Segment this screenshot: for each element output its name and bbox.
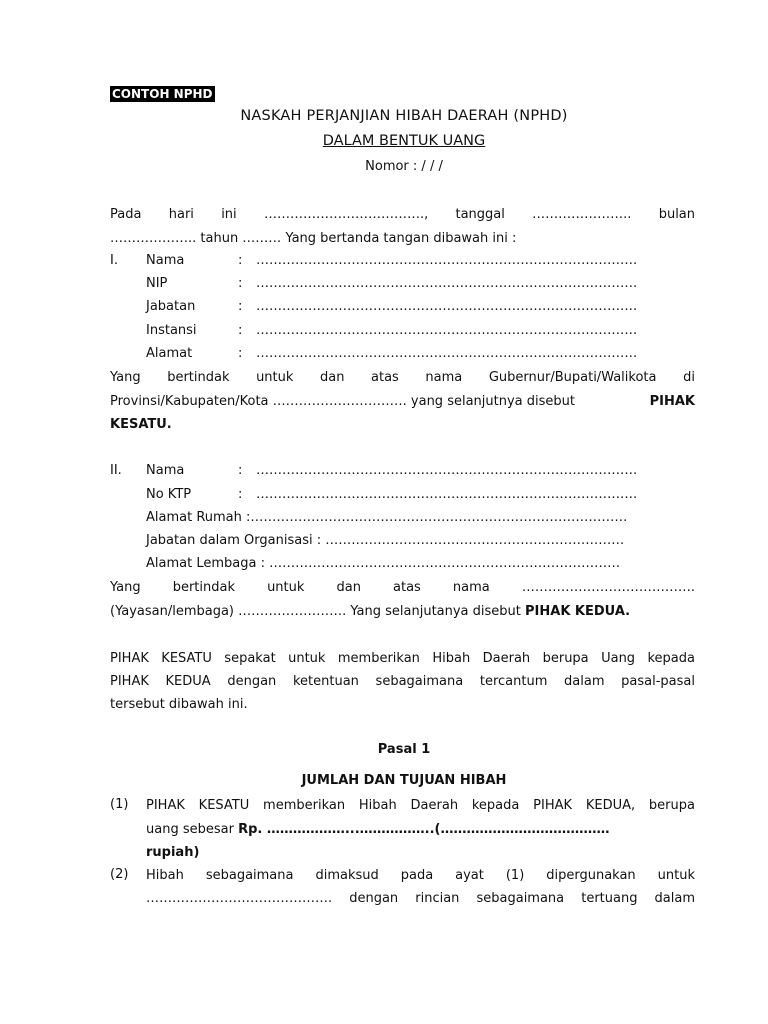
document-subtitle: DALAM BENTUK UANG (322, 133, 486, 149)
party2-field-label: Nama (146, 463, 185, 478)
party2-field-value: ……………………………………………………………………………. (256, 487, 638, 502)
party2-alamat-rumah: Alamat Rumah :…………………………………………………………………………… (146, 510, 628, 525)
party2-field-value: ……………………………………………………………………………. (256, 463, 638, 478)
pasal-heading: Pasal 1 (377, 742, 431, 757)
agreement-line-2: PIHAK KEDUA dengan ketentuan sebagaimana tercantum dalam pasal-pasal (110, 674, 695, 689)
agreement-line-3: tersebut dibawah ini. (110, 697, 248, 712)
pasal-item-number: (2) (110, 867, 129, 882)
intro-line-2: ……………….. tahun ……… Yang bertanda tangan dibawah ini : (110, 231, 517, 246)
party1-field-colon: : (238, 346, 243, 361)
party1-field-label: NIP (146, 276, 168, 291)
party2-field-label: No KTP (146, 487, 192, 502)
pasal-subheading: JUMLAH DAN TUJUAN HIBAH (301, 773, 507, 788)
party2-jabatan-organisasi: Jabatan dalam Organisasi : …………………………………………………………… (146, 533, 625, 548)
party1-field-label: Nama (146, 253, 185, 268)
party1-field-value: ……………………………………………………………………………. (256, 346, 638, 361)
party2-statement-line-2: (Yayasan/lembaga) ……………………. Yang selanjutanya disebut PIHAK KEDUA. (110, 604, 631, 619)
pasal-item2-line-2: ……………………………………. dengan rincian sebagaimana tertuang dalam (146, 891, 695, 906)
party1-field-value: ……………………………………………………………………………. (256, 253, 638, 268)
party1-field-value: ……………………………………………………………………………. (256, 276, 638, 291)
party1-statement-line-1: Yang bertindak untuk dan atas nama Gubernur/Bupati/Walikota di (110, 370, 695, 385)
pasal-item2-line-1: Hibah sebagaimana dimaksud pada ayat (1) dipergunakan untuk (146, 868, 695, 883)
party2-field-colon: : (238, 487, 243, 502)
party2-alamat-lembaga: Alamat Lembaga : ……………………………………………………………………… (146, 556, 621, 571)
intro-line-1: Pada hari ini ………………………………., tanggal ………………….. bulan (110, 207, 696, 222)
pasal-item1-line-1: PIHAK KESATU memberikan Hibah Daerah kepada PIHAK KEDUA, berupa (146, 798, 695, 813)
party1-field-label: Instansi (146, 323, 197, 338)
document-number: Nomor : / / / (365, 159, 443, 174)
party1-field-value: ……………………………………………………………………………. (256, 323, 638, 338)
party1-statement-line-2: Provinsi/Kabupaten/Kota …………………………. yang selanjutnya disebut PIHAK (110, 394, 695, 409)
party2-number: II. (110, 463, 122, 478)
party1-field-colon: : (238, 253, 243, 268)
pasal-item-number: (1) (110, 797, 129, 812)
party2-field-colon: : (238, 463, 243, 478)
document-title: NASKAH PERJANJIAN HIBAH DAERAH (NPHD) (240, 108, 568, 124)
party2-statement-line-1: Yang bertindak untuk dan atas nama …………………………………. (110, 580, 695, 595)
pasal-item1-line-2: uang sebesar Rp. ………………...……………..(………………………………… (146, 822, 610, 837)
party1-field-label: Alamat (146, 346, 193, 361)
party1-field-value: ……………………………………………………………………………. (256, 299, 638, 314)
pasal-item1-line-3: rupiah) (146, 845, 200, 860)
party1-number: I. (110, 253, 118, 268)
party1-field-colon: : (238, 323, 243, 338)
party1-field-colon: : (238, 299, 243, 314)
party1-statement-line-3: KESATU. (110, 417, 172, 432)
party1-field-label: Jabatan (146, 299, 196, 314)
party1-field-colon: : (238, 276, 243, 291)
sample-tag: CONTOH NPHD (112, 87, 213, 101)
agreement-line-1: PIHAK KESATU sepakat untuk memberikan Hibah Daerah berupa Uang kepada (110, 651, 695, 666)
